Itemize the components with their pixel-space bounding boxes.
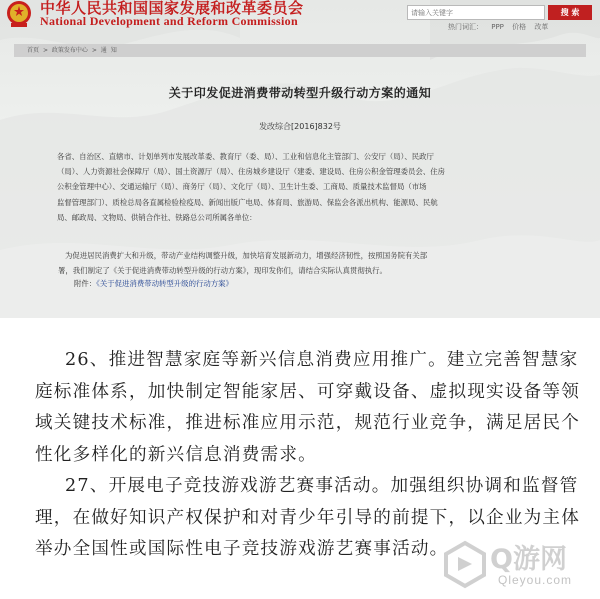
search-button[interactable]: 搜 索 bbox=[548, 5, 592, 20]
attachment-link[interactable]: 《关于促进消费带动转型升级的行动方案》 bbox=[96, 279, 233, 288]
article-line: 27、开展电子竞技游戏游艺赛事活动。加强组织协调和监督管 bbox=[65, 476, 579, 496]
article-line: 域关键技术标准，推进标准应用示范，规范行业竞争，满足居民个 bbox=[35, 413, 581, 433]
breadcrumb-home[interactable]: 首页 bbox=[27, 47, 40, 54]
article-body bbox=[35, 345, 595, 566]
breadcrumb-separator: > bbox=[42, 47, 48, 54]
breadcrumb-policy-center[interactable]: 政策发布中心 bbox=[51, 47, 88, 54]
article-line: 举办全国性或国际性电子竞技游戏游艺赛事活动。 bbox=[35, 539, 449, 559]
article-line: 性化多样化的新兴信息消费需求。 bbox=[35, 444, 317, 465]
attachment bbox=[74, 278, 233, 289]
site-name-english[interactable]: National Development and Reform Commission bbox=[40, 14, 298, 28]
attachment-label: 附件： bbox=[74, 279, 97, 288]
notice-line: 署，我们制定了《关于促进消费带动转型升级的行动方案》，现印发你们，请结合实际认真贯彻执行。 bbox=[58, 266, 387, 276]
article-line: 理，在做好知识产权保护和对青少年引导的前提下，以企业为主体 bbox=[35, 507, 581, 528]
watermark-logo-icon bbox=[442, 539, 488, 589]
hot-word-link[interactable]: PPP bbox=[491, 23, 504, 31]
watermark bbox=[442, 535, 597, 595]
watermark-text: Q游网 bbox=[490, 544, 567, 575]
notice-line: 为促进居民消费扩大和升级，带动产业结构调整升级，加快培育发展新动力，增强经济韧性，按照国务院有关部 bbox=[65, 251, 428, 260]
watermark-subtext: Qleyou.com bbox=[498, 573, 573, 587]
hot-word-link[interactable]: 改革 bbox=[534, 23, 549, 31]
site-name-chinese[interactable]: 中华人民共和国国家发展和改革委员会 bbox=[40, 0, 304, 17]
national-emblem-icon bbox=[2, 0, 36, 30]
addressee-line: 局、邮政局、文物局、供销合作社、铁路总公司所属各单位： bbox=[57, 212, 257, 222]
notice-body bbox=[58, 248, 560, 278]
breadcrumb-separator: > bbox=[91, 47, 97, 54]
hot-words bbox=[448, 22, 554, 32]
addressee-line: （局）、人力资源社会保障厅（局）、国土资源厅（局）、住房城乡建设厅（建委、建设局、住房公积金管理委员会、住房 bbox=[57, 167, 445, 177]
article-line: 庭标准体系，加快制定智能家居、可穿戴设备、虚拟现实设备等领 bbox=[35, 381, 581, 402]
document-addressees bbox=[57, 149, 557, 225]
hot-word-link[interactable]: 价格 bbox=[512, 23, 527, 31]
search-input[interactable] bbox=[407, 5, 545, 20]
hot-words-label: 热门词汇： bbox=[448, 23, 483, 31]
addressee-line: 监督管理部门）、质检总局各直属检验检疫局、新闻出版广电局、体育局、旅游局、保监会各派出机构、能源局、民航 bbox=[57, 197, 438, 207]
breadcrumb-notice[interactable]: 知 bbox=[110, 47, 117, 54]
document-number: 发改综合[2016]832号 bbox=[259, 122, 341, 131]
addressee-line: 公积金管理中心）、交通运输厅（局）、商务厅（局）、文化厅（局）、卫生计生委、工商局、质量技术监督局（市场 bbox=[57, 182, 427, 192]
breadcrumb-notice[interactable]: 通 bbox=[100, 47, 107, 54]
breadcrumb bbox=[27, 45, 119, 54]
article-line: 26、推进智慧家庭等新兴信息消费应用推广。建立完善智慧家 bbox=[65, 350, 579, 370]
site-header bbox=[0, 0, 600, 34]
addressee-line: 各省、自治区、直辖市、计划单列市发展改革委、教育厅（委、局）、工业和信息化主管部门、公安厅（局）、民政厅 bbox=[57, 152, 434, 161]
document-title: 关于印发促进消费带动转型升级行动方案的通知 bbox=[168, 86, 432, 100]
